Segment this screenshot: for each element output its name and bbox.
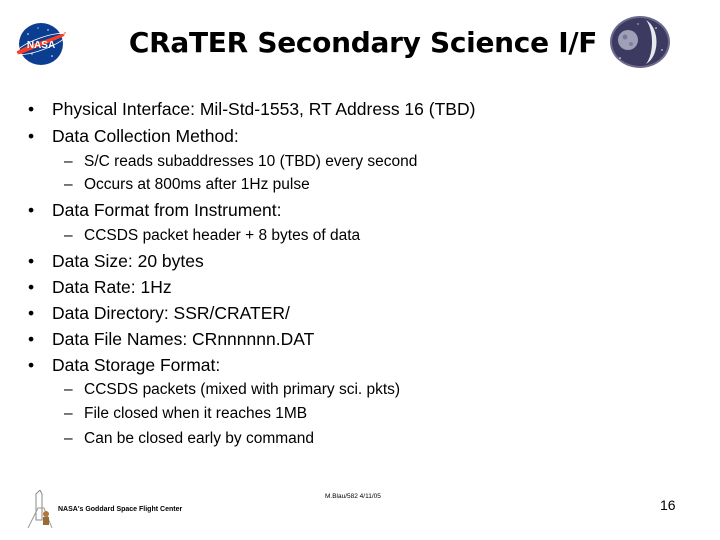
bullet-text: Data Directory: SSR/CRATER/ xyxy=(52,303,290,323)
bullet-text: Data Format from Instrument: xyxy=(52,200,282,220)
bullet-marker: • xyxy=(28,99,35,119)
bullet-text: Data Size: 20 bytes xyxy=(52,251,204,271)
bullet-marker: • xyxy=(28,251,35,271)
page-number: 16 xyxy=(660,497,676,513)
sub-bullet-packet-header xyxy=(64,227,360,245)
sub-bullet-marker: – xyxy=(64,430,73,447)
sub-bullet-text: Can be closed early by command xyxy=(84,430,315,447)
sub-bullet-text: S/C reads subaddresses 10 (TBD) every second xyxy=(84,153,418,170)
sub-bullet-text: Occurs at 800ms after 1Hz pulse xyxy=(84,176,310,193)
bullet-marker: • xyxy=(28,303,35,323)
sub-bullet-ccsds-packets xyxy=(64,381,400,399)
bullet-marker: • xyxy=(28,277,35,297)
sub-bullet-text: File closed when it reaches 1MB xyxy=(84,405,308,422)
sub-bullet-marker: – xyxy=(64,227,73,244)
footer-center-name: NASA's Goddard Space Flight Center xyxy=(58,506,183,513)
svg-text:NASA: NASA xyxy=(26,40,56,51)
rocket-icon xyxy=(24,490,58,530)
bullet-physical-interface xyxy=(28,99,475,120)
bullet-marker: • xyxy=(28,355,35,375)
sub-bullet-file-closed xyxy=(64,405,307,423)
sub-bullet-marker: – xyxy=(64,381,73,398)
footer-author-date: M.Blau/582 4/11/05 xyxy=(325,493,381,500)
bullet-text: Data File Names: CRnnnnnn.DAT xyxy=(52,329,315,349)
crater-mission-logo xyxy=(608,14,672,70)
bullet-text: Data Collection Method: xyxy=(52,126,239,146)
sub-bullet-text: CCSDS packet header + 8 bytes of data xyxy=(84,227,361,244)
sub-bullet-closed-early xyxy=(64,430,314,448)
sub-bullet-marker: – xyxy=(64,153,73,170)
bullet-marker: • xyxy=(28,200,35,220)
bullet-data-collection xyxy=(28,126,239,147)
bullet-data-rate xyxy=(28,277,172,298)
bullet-data-directory xyxy=(28,303,290,324)
bullet-marker: • xyxy=(28,126,35,146)
bullet-text: Physical Interface: Mil-Std-1553, RT Address 16 (TBD) xyxy=(52,99,476,119)
bullet-text: Data Rate: 1Hz xyxy=(52,277,172,297)
bullet-marker: • xyxy=(28,329,35,349)
slide-title: CRaTER Secondary Science I/F xyxy=(128,26,598,59)
sub-bullet-marker: – xyxy=(64,176,73,193)
bullet-data-format xyxy=(28,200,282,221)
sub-bullet-text: CCSDS packets (mixed with primary sci. pkts) xyxy=(84,381,401,398)
bullet-data-file-names xyxy=(28,329,314,350)
bullet-data-size xyxy=(28,251,204,272)
nasa-logo xyxy=(14,20,68,68)
sub-bullet-marker: – xyxy=(64,405,73,422)
bullet-data-storage-format xyxy=(28,355,220,376)
sub-bullet-subaddresses xyxy=(64,153,417,171)
sub-bullet-timing xyxy=(64,176,310,194)
bullet-text: Data Storage Format: xyxy=(52,355,221,375)
